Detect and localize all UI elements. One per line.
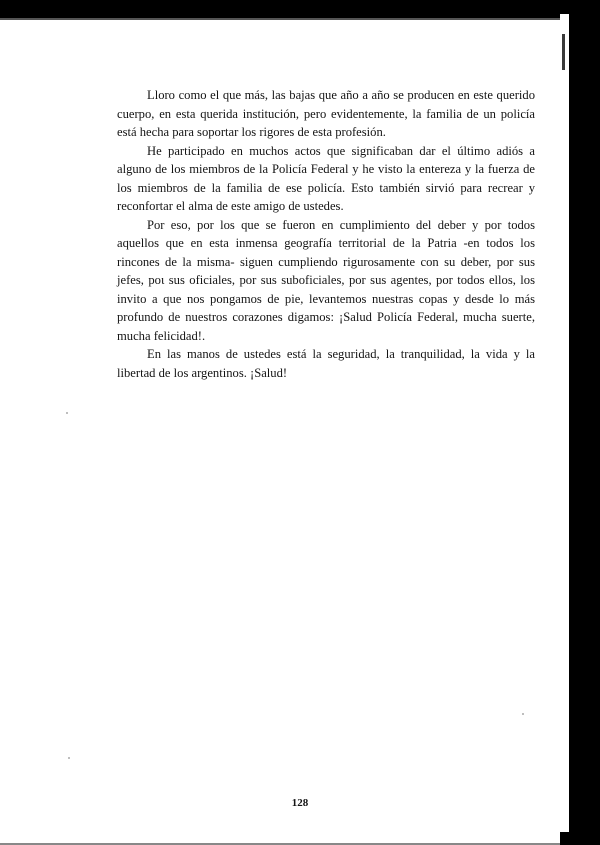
paragraph: Lloro como el que más, las bajas que año a año se producen en este querido cuerpo, en esta querida institución, pero evidentemente, la familia de un policía está hecha para soportar los rigores de esta profesión. [117,88,535,139]
scan-top-shadow [0,18,600,20]
scan-right-page-edge [560,14,569,832]
paragraph: En las manos de ustedes está la seguridad, la tranquilidad, la vida y la libertad de los argentinos. ¡Salud! [117,347,535,380]
scan-speck [68,757,70,759]
document-body [117,86,535,382]
scan-binding-mark [562,34,565,70]
paragraph: He participado en muchos actos que significaban dar el último adiós a alguno de los miembros de la Policía Federal y he visto la entereza y la fuerza de los miembros de la familia de ese policía. Esto también sirvió para recrear y reconfortar el alma de este amigo de ustedes. [117,143,535,213]
scan-right-border [560,0,600,845]
page-number: 128 [291,797,309,809]
paragraph: Por eso, por los que se fueron en cumplimiento del deber y por todos aquellos que en esta inmensa geografía territorial de la Patria -en todos los rincones de la misma- siguen cumpliendo rigurosamente con su deber, por sus jefes, poι sus oficiales, por sus suboficiales, por sus agentes, por todos ellos, los invito a que nos pongamos de pie, levantemos nuestras copas y desde lo más profundo de nuestros corazones digamos: ¡Salud Policía Federal, mucha suerte, mucha felicidad!. [117,217,535,343]
scan-speck [522,713,524,715]
scan-top-border [0,0,600,18]
scan-speck [66,412,68,414]
